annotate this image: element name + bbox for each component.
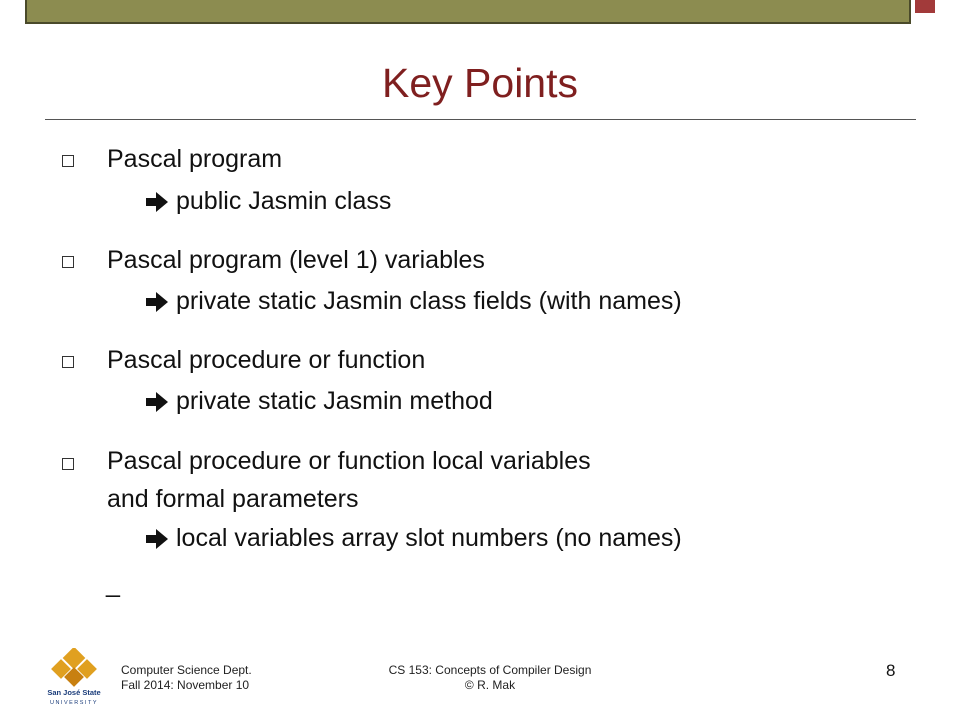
bullet-sub-1-label: public Jasmin class: [176, 187, 392, 215]
slide-title: Key Points: [382, 60, 578, 106]
arrow-right-icon: [146, 529, 172, 549]
logo-text-line2: UNIVERSITY: [49, 700, 99, 706]
bullet-text-1: Pascal program: [107, 145, 283, 173]
title-divider: [45, 119, 916, 120]
top-accent-block: [915, 0, 935, 13]
bullet-text-4-cont: and formal parameters: [107, 485, 359, 513]
bullet-text-4: Pascal procedure or function local variables: [107, 447, 591, 475]
bullet-text-3: Pascal procedure or function: [107, 346, 426, 374]
footer-course-line2: © R. Mak: [464, 678, 516, 692]
logo-text-line1: San José State: [47, 688, 101, 697]
bullet-sub-3: [146, 387, 493, 416]
bullet-sub-3-label: private static Jasmin method: [176, 387, 493, 415]
bullet-sub-2: [146, 287, 682, 316]
bullet-marker-4: [62, 458, 74, 470]
university-logo: [44, 648, 104, 706]
footer-dept: [121, 663, 252, 693]
bullet-sub-1: [146, 187, 391, 216]
trailing-cursor: _: [106, 570, 120, 598]
footer-dept-line2: Fall 2014: November 10: [121, 678, 250, 692]
footer-course: [380, 663, 600, 693]
bullet-sub-4: [146, 524, 682, 553]
bullet-marker-2: [62, 256, 74, 268]
bullet-marker-3: [62, 356, 74, 368]
arrow-right-icon: [146, 192, 172, 212]
bullet-marker-1: [62, 155, 74, 167]
bullet-text-2: Pascal program (level 1) variables: [107, 246, 485, 274]
sjsu-emblem-icon: [44, 648, 104, 706]
top-decorative-bar: [25, 0, 911, 24]
footer-course-line1: CS 153: Concepts of Compiler Design: [388, 663, 592, 677]
bullet-sub-2-label: private static Jasmin class fields (with names): [176, 287, 682, 315]
bullet-sub-4-label: local variables array slot numbers (no names): [176, 524, 682, 552]
arrow-right-icon: [146, 392, 172, 412]
page-number: 8: [886, 661, 896, 680]
footer-dept-line1: Computer Science Dept.: [121, 663, 252, 677]
arrow-right-icon: [146, 292, 172, 312]
